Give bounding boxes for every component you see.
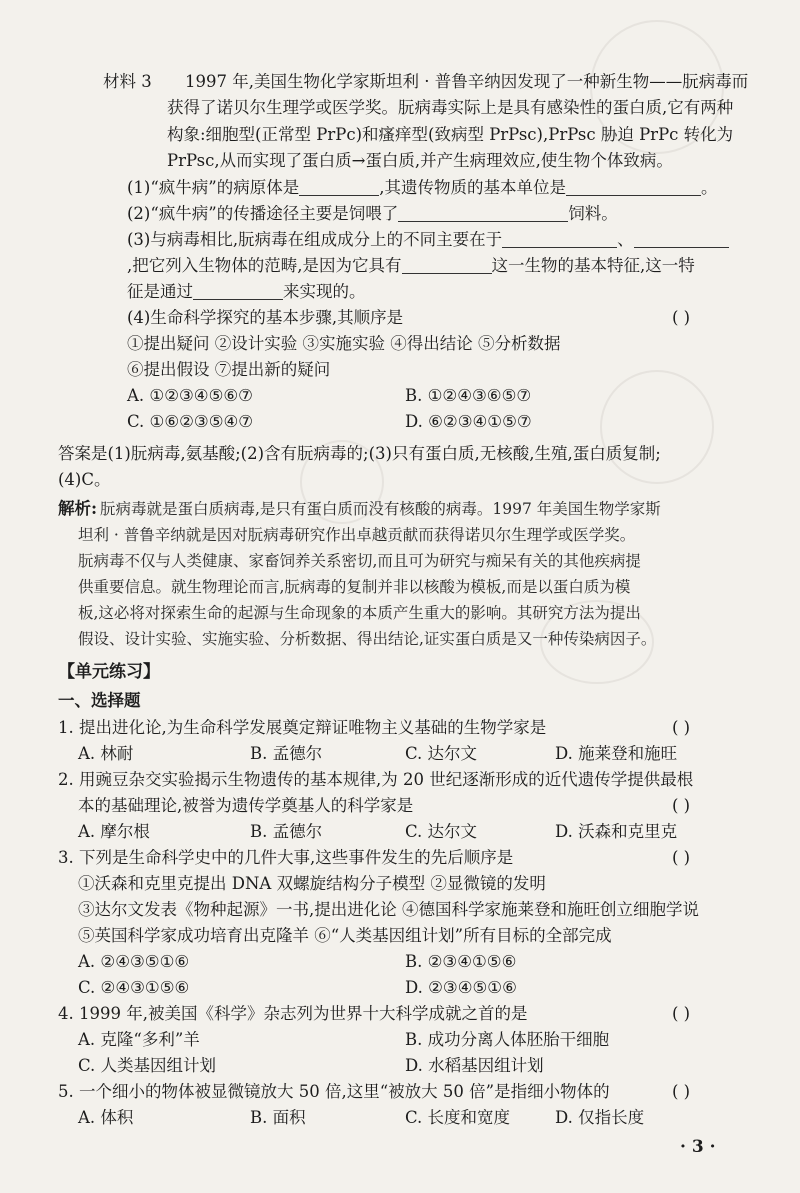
option-c: C. 达尔文 bbox=[405, 822, 478, 841]
answer-paren[interactable]: ( ) bbox=[672, 308, 691, 327]
option-b: B. 成功分离人体胚胎干细胞 bbox=[405, 1030, 610, 1049]
option-d: D. ②③④⑤①⑥ bbox=[405, 978, 517, 997]
material-line: 1997 年,美国生物化学家斯坦利 · 普鲁辛纳因发现了一种新生物——朊病毒而 bbox=[185, 72, 749, 91]
option-b: B. ②③④①⑤⑥ bbox=[405, 952, 517, 971]
option-a: A. 摩尔根 bbox=[78, 822, 150, 841]
answer-blank[interactable] bbox=[634, 231, 729, 248]
question-stem: 本的基础理论,被誉为遗传学奠基人的科学家是 bbox=[78, 796, 414, 815]
question-stem: 3. 下列是生命科学史中的几件大事,这些事件发生的先后顺序是 bbox=[58, 848, 514, 867]
sub-question-2: (2)“疯牛病”的传播途径主要是饲喂了 饲料。 bbox=[127, 204, 618, 223]
analysis-line: 板,这必将对探索生命的起源与生命现象的本质产生重大的影响。其研究方法为提出 bbox=[78, 604, 641, 622]
answer-line: 答案是(1)朊病毒,氨基酸;(2)含有朊病毒的;(3)只有蛋白质,无核酸,生殖,蛋白质复制; bbox=[58, 444, 661, 463]
answer-blank[interactable] bbox=[398, 205, 568, 222]
option-d: D. 沃森和克里克 bbox=[555, 822, 678, 841]
analysis-line: 供重要信息。就生物理论而言,朊病毒的复制并非以核酸为模板,而是以蛋白质为模 bbox=[78, 578, 631, 596]
option-a: A. 克隆“多利”羊 bbox=[78, 1030, 200, 1049]
option-c: C. ①⑥②③⑤④⑦ bbox=[127, 412, 254, 431]
page-number: · 3 · bbox=[680, 1137, 716, 1157]
analysis-label: 解析: bbox=[58, 499, 98, 518]
option-a: A. ②④③⑤①⑥ bbox=[78, 952, 190, 971]
event-line: ③达尔文发表《物种起源》一书,提出进化论 ④德国科学家施莱登和施旺创立细胞学说 bbox=[78, 900, 699, 919]
question-stem: 5. 一个细小的物体被显微镜放大 50 倍,这里“被放大 50 倍”是指细小物体的 bbox=[58, 1082, 610, 1101]
answer-paren[interactable]: ( ) bbox=[672, 796, 691, 815]
analysis-line: 朊病毒不仅与人类健康、家畜饲养关系密切,而且可为研究与痴呆有关的其他疾病提 bbox=[78, 552, 641, 570]
answer-blank[interactable] bbox=[193, 283, 283, 300]
analysis-line: 假设、设计实验、实施实验、分析数据、得出结论,证实蛋白质是又一种传染病因子。 bbox=[78, 630, 657, 648]
sub-question-3-cont: ,把它列入生物体的范畴,是因为它具有 这一生物的基本特征,这一特 bbox=[127, 256, 695, 275]
section-heading: 一、选择题 bbox=[58, 691, 141, 710]
option-b: B. ①②④③⑥⑤⑦ bbox=[405, 386, 532, 405]
event-line: ⑤英国科学家成功培育出克隆羊 ⑥“人类基因组计划”所有目标的全部完成 bbox=[78, 926, 612, 945]
option-a: A. 体积 bbox=[78, 1108, 134, 1127]
option-d: D. 仅指长度 bbox=[555, 1108, 645, 1127]
option-b: B. 面积 bbox=[250, 1108, 306, 1127]
answer-blank[interactable] bbox=[299, 179, 379, 196]
option-d: D. ⑥②③④①⑤⑦ bbox=[405, 412, 532, 431]
question-stem: 4. 1999 年,被美国《科学》杂志列为世界十大科学成就之首的是 bbox=[58, 1004, 528, 1023]
option-a: A. ①②③④⑤⑥⑦ bbox=[127, 386, 253, 405]
material-label: 材料 3 bbox=[103, 72, 152, 91]
option-c: C. ②④③①⑤⑥ bbox=[78, 978, 190, 997]
answer-paren[interactable]: ( ) bbox=[672, 1082, 691, 1101]
event-line: ①沃森和克里克提出 DNA 双螺旋结构分子模型 ②显微镜的发明 bbox=[78, 874, 546, 893]
unit-title: 【单元练习】 bbox=[58, 662, 160, 682]
material-line: 获得了诺贝尔生理学或医学奖。朊病毒实际上是具有感染性的蛋白质,它有两种 bbox=[167, 98, 734, 117]
answer-blank[interactable] bbox=[502, 231, 617, 248]
option-d: D. 施莱登和施旺 bbox=[555, 744, 678, 763]
option-b: B. 孟德尔 bbox=[250, 744, 323, 763]
question-stem: 1. 提出进化论,为生命科学发展奠定辩证唯物主义基础的生物学家是 bbox=[58, 718, 547, 737]
analysis-line: 坦利 · 普鲁辛纳就是因对朊病毒研究作出卓越贡献而获得诺贝尔生理学或医学奖。 bbox=[78, 526, 636, 544]
option-b: B. 孟德尔 bbox=[250, 822, 323, 841]
option-c: C. 长度和宽度 bbox=[405, 1108, 511, 1127]
sub-question-3-cont: 征是通过 来实现的。 bbox=[127, 282, 366, 301]
answer-paren[interactable]: ( ) bbox=[672, 848, 691, 867]
steps-line: ①提出疑问 ②设计实验 ③实施实验 ④得出结论 ⑤分析数据 bbox=[127, 334, 561, 353]
option-c: C. 人类基因组计划 bbox=[78, 1056, 217, 1075]
material-line: 构象:细胞型(正常型 PrPc)和瘙痒型(致病型 PrPsc),PrPsc 胁迫 PrPc 转化为 bbox=[167, 125, 734, 144]
option-d: D. 水稻基因组计划 bbox=[405, 1056, 544, 1075]
option-c: C. 达尔文 bbox=[405, 744, 478, 763]
sub-question-4: (4)生命科学探究的基本步骤,其顺序是 bbox=[127, 308, 404, 327]
option-a: A. 林耐 bbox=[78, 744, 134, 763]
question-stem: 2. 用豌豆杂交实验揭示生物遗传的基本规律,为 20 世纪逐渐形成的近代遗传学提供最根 bbox=[58, 770, 694, 789]
sub-question-3: (3)与病毒相比,朊病毒在组成成分上的不同主要在于 、 bbox=[127, 229, 729, 251]
steps-line: ⑥提出假设 ⑦提出新的疑问 bbox=[127, 360, 331, 379]
answer-line: (4)C。 bbox=[58, 470, 111, 489]
material-line: PrPsc,从而实现了蛋白质→蛋白质,并产生病理效应,使生物个体致病。 bbox=[167, 151, 673, 170]
answer-blank[interactable] bbox=[566, 179, 701, 196]
answer-paren[interactable]: ( ) bbox=[672, 718, 691, 737]
sub-question-1: (1)“疯牛病”的病原体是 ,其遗传物质的基本单位是 。 bbox=[127, 178, 718, 197]
answer-blank[interactable] bbox=[402, 257, 492, 274]
answer-paren[interactable]: ( ) bbox=[672, 1004, 691, 1023]
analysis-line: 朊病毒就是蛋白质病毒,是只有蛋白质而没有核酸的病毒。1997 年美国生物学家斯 bbox=[100, 500, 661, 518]
bleed-through-mark bbox=[600, 370, 714, 484]
